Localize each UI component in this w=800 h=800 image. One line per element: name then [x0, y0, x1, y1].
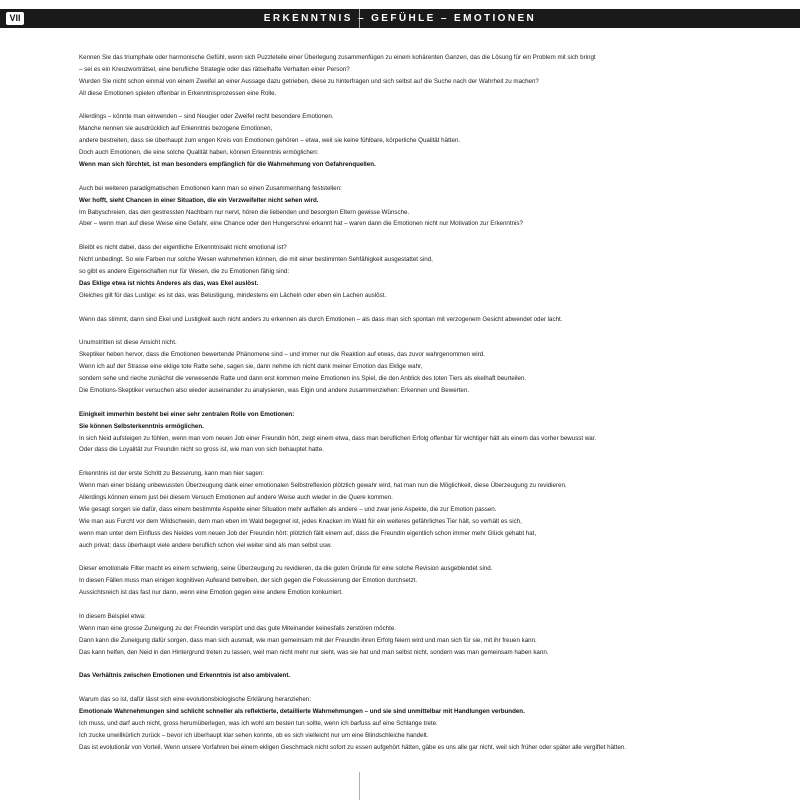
text-line: Gleiches gilt für das Lustige: es ist das, was Belustigung, mindestens ein Lächeln oder eben ein Lachen auslöst.: [79, 291, 387, 299]
paragraph-gap: [79, 171, 729, 183]
text-line: Die Emotions-Skeptiker versuchen also wieder auseinander zu analysieren, was Elgin und andere zusammenziehen: Erkennen und Bewerten.: [79, 386, 470, 394]
text-line: Das kann helfen, den Neid in den Hintergrund treten zu lassen, weil man nicht mehr nur sieht, was sie hat und man selbst nicht, sondern was man gemeinsam haben kann.: [79, 648, 549, 656]
text-line: Kennen Sie das triumphale oder harmonische Gefühl, wenn sich Puzzleteile einer Überlegung zusammenfügen zu einem kohärenten Ganzen, das die Lösung für ein Problem mit sich bringt: [79, 54, 596, 61]
emphasized-text-line: Das Eklige etwa ist nichts Anderes als das, was Ekel auslöst.: [79, 279, 259, 287]
paragraph-gap: [79, 230, 729, 242]
text-line: Manche nennen sie ausdrücklich auf Erkenntnis bezogene Emotionen,: [79, 125, 273, 133]
text-line: Wenn man einer bislang unbewussten Überzeugung dank einer emotionalen Selbstreflexion plötzlich gewahr wird, hat man nun die Möglichkeit, diese Überzeugung zu revidieren.: [79, 482, 567, 490]
text-line: Oder dass die Loyalität zur Freundin nicht so gross ist, wie man von sich behauptet hatte.: [79, 446, 324, 454]
paragraph-gap: [79, 658, 729, 670]
text-line: Erkenntnis ist der erste Schritt zu Besserung, kann man hier sagen:: [79, 470, 265, 478]
text-line: Das ist evolutionär von Vorteil. Wenn unsere Vorfahren bei einem ekligen Geschmack nicht sofort zu essen aufgehört hätten, gäbe es uns alle gar nicht, weil sich früher oder später alle vergiftet hätten.: [79, 743, 627, 751]
text-line: Unumstritten ist diese Ansicht nicht.: [79, 339, 177, 347]
text-line: In diesen Fällen muss man einigen kognitiven Aufwand betreiben, der sich gegen die Fokussierung der Emotion durchsetzt.: [79, 577, 418, 585]
page-title: ERKENNTNIS – GEFÜHLE – EMOTIONEN: [263, 13, 537, 24]
emphasized-text-line: Emotionale Wahrnehmungen sind schlicht schneller als reflektierte, detaillierte Wahrnehmungen – und sie sind unmittelbar mit Handlungen verbunden.: [79, 707, 525, 715]
paragraph-gap: [79, 397, 729, 409]
paragraph-gap: [79, 302, 729, 314]
emphasized-text-line: Wenn man sich fürchtet, ist man besonders empfänglich für die Wahrnehmung von Gefahrenquellen.: [79, 161, 376, 169]
article-body: [79, 52, 729, 754]
text-line: Dieser emotionale Filter macht es einem schwierig, seine Überzeugung zu revidieren, da die guten Gründe für eine solche Revision ausgeblendet sind.: [79, 565, 493, 573]
paragraph-gap: [79, 551, 729, 563]
emphasized-text-line: Sie können Selbsterkenntnis ermöglichen.: [79, 422, 204, 430]
text-line: Bleibt es nicht dabei, dass der eigentliche Erkenntnisakt nicht emotional ist?: [79, 244, 287, 252]
text-line: wenn man unter dem Einfluss des Neides vom neuen Job der Freundin hört: plötzlich fällt einem auf, dass die Freundin eigentlich schon immer mehr Glück gehabt hat,: [79, 529, 537, 537]
paragraph-gap: [79, 599, 729, 611]
text-line: Warum das so ist, dafür lässt sich eine evolutionsbiologische Erklärung heranziehen:: [79, 696, 311, 704]
paragraph-gap: [79, 456, 729, 468]
emphasized-text-line: Wer hofft, sieht Chancen in einer Situation, die ein Verzweifelter nicht sehen wird.: [79, 196, 319, 204]
text-line: Ich zucke unwillkürlich zurück – bevor ich überhaupt klar sehen konnte, ob es sich vielleicht nur um eine Blindschleiche handelt.: [79, 731, 429, 739]
emphasized-text-line: Einigkeit immerhin besteht bei einer sehr zentralen Rolle von Emotionen:: [79, 410, 295, 418]
text-line: Wie man aus Furcht vor dem Wildschwein, dem man eben im Wald begegnet ist, jedes Knacken im Wald für ein weiteres gefährliches Tier hält, so verhält es sich,: [79, 517, 522, 525]
text-line: – sei es ein Kreuzworträtsel, eine berufliche Strategie oder das rätselhafte Verhalten einer Person?: [79, 65, 350, 73]
paragraph-gap: [79, 682, 729, 694]
text-line: Dann kann die Zuneigung dafür sorgen, dass man sich ausmalt, wie man gemeinsam mit der Freundin ihren Erfolg feiern wird und man sich für sie, mit ihr freuen kann.: [79, 636, 537, 644]
text-line: Aber – wenn man auf diese Weise eine Gefahr, eine Chance oder den Hungerschrei erkannt hat – waren dann die Emotionen nicht nur Motivation zur Erkenntnis?: [79, 220, 523, 228]
paragraph-gap: [79, 100, 729, 112]
text-line: so gibt es andere Eigenschaften nur für Wesen, die zu Emotionen fähig sind:: [79, 268, 290, 276]
text-line: Skeptiker heben hervor, dass die Emotionen bewertende Phänomene sind – und immer nur die Reaktion auf etwas, das zuvor wahrgenommen wird.: [79, 351, 485, 359]
text-line: In diesem Beispiel etwa:: [79, 612, 146, 620]
text-line: Wurden Sie nicht schon einmal von einem Zweifel an einer Aussage dazu getrieben, diese zu hinterfragen und sich selbst auf die Suche nach der Wahrheit zu machen?: [79, 77, 539, 85]
text-line: sondern sehe und rieche zunächst die verwesende Ratte und dann erst kommen meine Emotionen ins Spiel, die den Anblick des toten Tiers als ekelhaft beurteilen.: [79, 375, 527, 383]
text-line: Wie gesagt sorgen sie dafür, dass einem bestimmte Aspekte einer Situation mehr auffallen als andere – und zwar jene Aspekte, die zur Emotion passen.: [79, 505, 497, 513]
text-line: Im Babyschreien, das den gestressten Nachbarn nur nervt, hören die liebenden und besorgten Eltern gewisse Wünsche.: [79, 208, 410, 216]
text-line: Doch auch Emotionen, die eine solche Qualität haben, können Erkenntnis ermöglichen:: [79, 149, 319, 157]
text-line: andere bestreiten, dass sie überhaupt zum engen Kreis von Emotionen gehören – etwa, weil sie keine fühlbare, körperliche Qualität hätten.: [79, 137, 461, 145]
text-line: In sich Neid aufsteigen zu fühlen, wenn man vom neuen Job einer Freundin hört, zeigt einem etwa, dass man beruflichen Erfolg offenbar für wichtiger hält als einem das vorher bewusst war.: [79, 434, 597, 442]
text-line: Allerdings – könnte man einwenden – sind Neugier oder Zweifel recht besondere Emotionen.: [79, 113, 334, 121]
paragraph-gap: [79, 325, 729, 337]
text-line: Wenn man eine grosse Zuneigung zu der Freundin verspürt und das gute Miteinander keinesfalls zerstören möchte.: [79, 624, 397, 632]
text-line: Wenn das stimmt, dann sind Ekel und Lustigkeit auch nicht anders zu erkennen als durch Emotionen – als dass man sich spontan mit verzogenem Gesicht abwendet oder lacht.: [79, 315, 563, 323]
text-line: Ich muss, und darf auch nicht, gross herumüberlegen, was ich wohl am besten tun sollte, wenn ich barfuss auf eine Schlange trete.: [79, 719, 438, 727]
text-line: auch privat; dass überhaupt viele andere beruflich schon viel weiter sind als man selbst usw.: [79, 541, 332, 549]
emphasized-text-line: Das Verhältnis zwischen Emotionen und Erkenntnis ist also ambivalent.: [79, 672, 291, 680]
text-line: All diese Emotionen spielen offenbar in Erkenntnisprozessen eine Rolle.: [79, 89, 277, 97]
text-line: Aussichtsreich ist das fast nur dann, wenn eine Emotion gegen eine andere Emotion konkurriert.: [79, 589, 343, 597]
text-line: Nicht unbedingt. So wie Farben nur solche Wesen wahrnehmen können, die mit einer bestimmten Sehfähigkeit ausgestattet sind,: [79, 256, 433, 264]
text-line: Wenn ich auf der Strasse eine eklige tote Ratte sehe, sagen sie, dann nehme ich nicht dank meiner Emotion das Eklige wahr,: [79, 363, 423, 371]
text-line: Allerdings können einem just bei diesem Versuch Emotionen auf andere Weise auch wieder in die Quere kommen.: [79, 493, 393, 501]
page-number-badge: VII: [6, 12, 24, 25]
footer-accent-line: [359, 772, 360, 800]
text-line: Auch bei weiteren paradigmatischen Emotionen kann man so einen Zusammenhang feststellen:: [79, 184, 342, 192]
